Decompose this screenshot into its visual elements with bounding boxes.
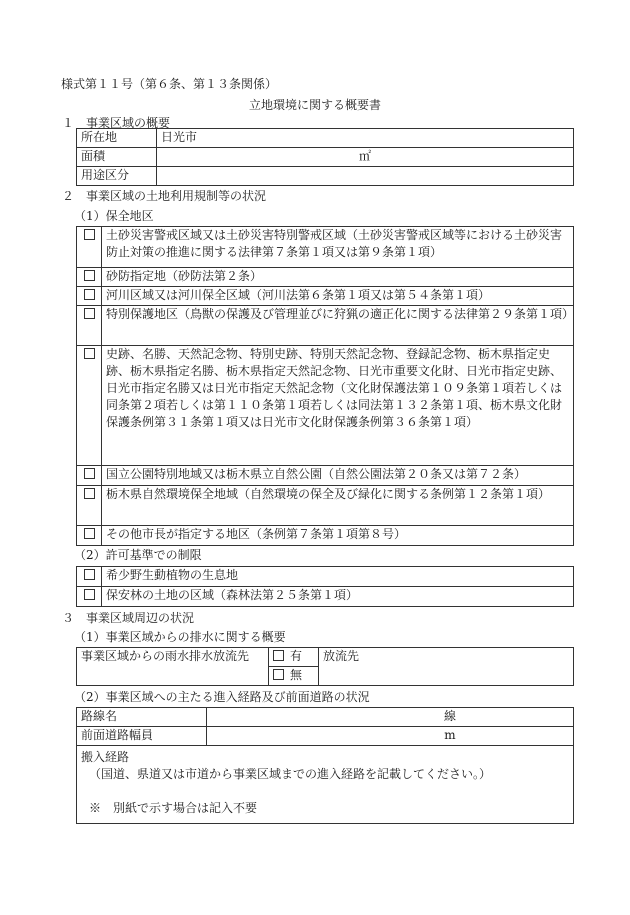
conservation-item: 土砂災害警戒区域又は土砂災害特別警戒区域（土砂災害警戒区域等における土砂災害防止対策の推進に関する法律第７条第１項又は第９条第１項） [102, 227, 574, 268]
checkbox-icon[interactable] [84, 468, 95, 479]
carry-route-remark: ※ 別紙で示す場合は記入不要 [89, 801, 258, 815]
table-row [77, 587, 574, 607]
subsection-3-2-heading: （2）事業区域への主たる進入経路及び前面道路の状況 [74, 690, 370, 704]
table-row [77, 526, 574, 546]
checkbox-icon[interactable] [84, 348, 95, 359]
area-label: 面積 [77, 148, 157, 167]
conservation-item: 河川区域又は河川保全区域（河川法第６条第１項又は第５４条第１項） [102, 287, 574, 306]
carry-route-cell[interactable] [77, 746, 574, 824]
access-route-table [76, 707, 574, 824]
drainage-option-no[interactable] [269, 667, 319, 686]
location-label: 所在地 [77, 129, 157, 148]
usage-value[interactable] [157, 167, 574, 186]
checkbox-cell[interactable] [77, 486, 102, 526]
checkbox-icon[interactable] [273, 669, 284, 680]
subsection-3-1-heading: （1）事業区域からの排水に関する概要 [74, 630, 286, 644]
table-row [77, 708, 574, 727]
route-name-value[interactable] [207, 708, 574, 727]
restriction-item: 保安林の土地の区域（森林法第２５条第１項） [102, 587, 574, 607]
table-row [77, 466, 574, 486]
table-row [77, 227, 574, 268]
section-1-heading: １ 事業区域の概要 [62, 116, 171, 130]
table-row [77, 306, 574, 346]
table-row [77, 727, 574, 746]
checkbox-cell[interactable] [77, 346, 102, 466]
subsection-2-2-heading: （2）許可基準での制限 [74, 548, 202, 562]
checkbox-cell[interactable] [77, 466, 102, 486]
checkbox-cell[interactable] [77, 587, 102, 607]
conservation-item: 史跡、名勝、天然記念物、特別史跡、特別天然記念物、登録記念物、栃木県指定史跡、栃木県指定名勝、栃木県指定天然記念物、日光市重要文化財、日光市指定史跡、日光市指定名勝又は日光市指定天然記念物（文化財保護法第１０９条第１項若しくは同条第２項若しくは第１１０条第１項若しくは同法第１３２条第１項、栃木県文化財保護条例第３１条第１項又は日光市文化財保護条例第３６条第１項） [102, 346, 574, 466]
drainage-label: 事業区域からの雨水排水放流先 [77, 648, 269, 686]
conservation-item: その他市長が指定する地区（条例第７条第１項第８号） [102, 526, 574, 546]
checkbox-icon[interactable] [84, 488, 95, 499]
road-width-label: 前面道路幅員 [77, 727, 207, 746]
checkbox-icon[interactable] [84, 289, 95, 300]
conservation-item: 砂防指定地（砂防法第２条） [102, 268, 574, 287]
section-3-heading: ３ 事業区域周辺の状況 [62, 611, 195, 625]
checkbox-cell[interactable] [77, 227, 102, 268]
conservation-area-table [76, 226, 574, 546]
drainage-option-yes[interactable] [269, 648, 319, 667]
carry-route-note: （国道、県道又は市道から事業区域までの進入経路を記載してください。） [89, 767, 492, 781]
table-row [77, 268, 574, 287]
option-no-label: 無 [290, 668, 303, 682]
table-row [77, 746, 574, 824]
usage-label: 用途区分 [77, 167, 157, 186]
checkbox-icon[interactable] [84, 569, 95, 580]
conservation-item: 特別保護地区（鳥獣の保護及び管理並びに狩猟の適正化に関する法律第２９条第１項） [102, 306, 574, 346]
restriction-item: 希少野生動植物の生息地 [102, 567, 574, 587]
checkbox-icon[interactable] [84, 528, 95, 539]
outlet-label: 放流先 [323, 649, 360, 663]
page-title: 立地環境に関する概要書 [248, 98, 381, 112]
checkbox-icon[interactable] [84, 229, 95, 240]
drainage-table [76, 647, 574, 686]
checkbox-cell[interactable] [77, 287, 102, 306]
checkbox-cell[interactable] [77, 526, 102, 546]
carry-route-label: 搬入経路 [81, 750, 130, 764]
table-row [77, 486, 574, 526]
table-row [77, 567, 574, 587]
road-width-value[interactable] [207, 727, 574, 746]
table-row [77, 346, 574, 466]
location-value[interactable]: 日光市 [157, 129, 574, 148]
conservation-item: 栃木県自然環境保全地域（自然環境の保全及び緑化に関する条例第１２条第１項） [102, 486, 574, 526]
table-row [77, 167, 574, 186]
checkbox-icon[interactable] [84, 308, 95, 319]
area-value[interactable]: ㎡ [157, 148, 574, 167]
route-name-label: 路線名 [77, 708, 207, 727]
checkbox-icon[interactable] [84, 589, 95, 600]
table-row [77, 148, 574, 167]
section-2-heading: ２ 事業区域の土地利用規制等の状況 [62, 189, 267, 203]
permit-restriction-table [76, 566, 574, 607]
site-overview-table [76, 128, 574, 186]
subsection-2-1-heading: （1）保全地区 [74, 209, 154, 223]
outlet-cell[interactable] [319, 648, 574, 686]
checkbox-icon[interactable] [84, 270, 95, 281]
form-number: 様式第１１号（第６条、第１３条関係） [61, 77, 278, 91]
route-unit: 線 [443, 709, 456, 723]
checkbox-cell[interactable] [77, 268, 102, 287]
table-row [77, 129, 574, 148]
table-row [77, 287, 574, 306]
option-yes-label: 有 [290, 649, 303, 663]
checkbox-icon[interactable] [273, 650, 284, 661]
conservation-item: 国立公園特別地域又は栃木県立自然公園（自然公園法第２０条又は第７２条） [102, 466, 574, 486]
checkbox-cell[interactable] [77, 567, 102, 587]
checkbox-cell[interactable] [77, 306, 102, 346]
width-unit: m [444, 728, 456, 742]
